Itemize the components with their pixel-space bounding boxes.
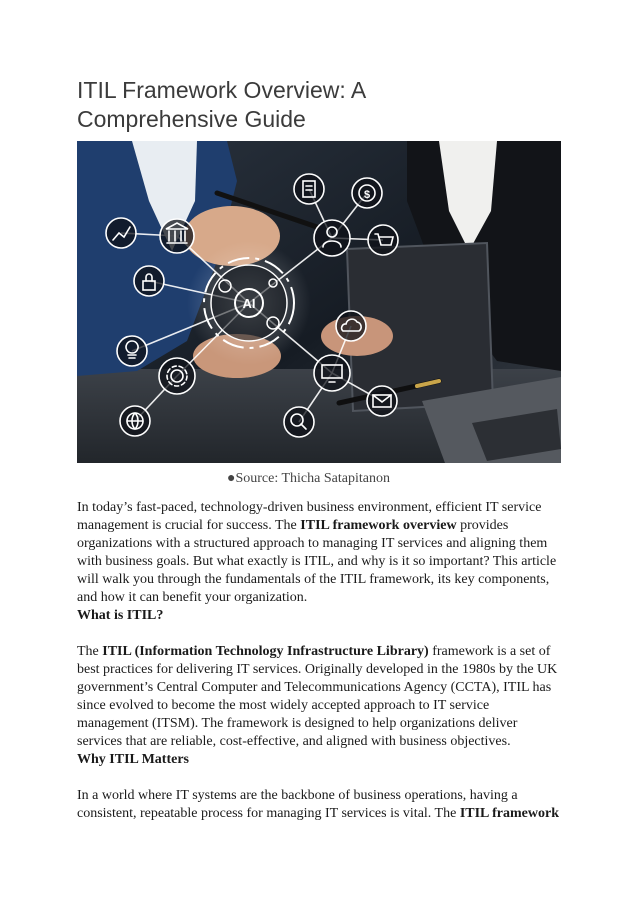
- ai-hub: [187, 241, 311, 365]
- user-icon: [314, 220, 350, 256]
- svg-text:$: $: [363, 189, 371, 201]
- s1-bold: ITIL (Information Technology Infrastructure Library): [102, 644, 429, 659]
- heading-why-itil-matters: Why ITIL Matters: [77, 752, 189, 767]
- why-itil-paragraph: [77, 787, 563, 823]
- s1-text-1: The: [77, 644, 103, 659]
- settings-gear-icon: [159, 358, 195, 394]
- hero-image: [77, 141, 561, 463]
- s1-text-2: framework is a set of best practices for delivering IT services. Originally developed in the 1980s by the UK government’s Central Computer and Telecommunications Agency (CCTA), ITIL has since evolved to become the most widely accepted approach to IT service management (ITSM). The framework is designed to help organizations deliver services that are reliable, cost-effective, and aligned with business objectives.: [77, 644, 558, 749]
- monitor-icon: [314, 355, 350, 391]
- what-is-itil-paragraph: [77, 643, 563, 751]
- intro-text-2: provides organizations with a structured approach to managing IT services and aligning them with business goals. But what exactly is ITIL, and why is it so important? This article will walk you through the fundamentals of the ITIL framework, its key components, and how it can benefit your organization.: [77, 518, 557, 605]
- chart-icon: [106, 218, 136, 248]
- article-body: [77, 499, 563, 823]
- image-caption: [227, 471, 390, 487]
- bank-icon: [160, 219, 194, 253]
- article-title: [77, 76, 577, 134]
- heading-what-is-itil: What is ITIL?: [77, 608, 164, 623]
- intro-text-1: In today’s fast-paced, technology-driven business environment, efficient IT service management is crucial for success. The: [77, 500, 542, 533]
- search-icon: [284, 407, 314, 437]
- s2-text-1: In a world where IT systems are the backbone of business operations, having a consistent, repeatable process for managing IT services is vital. The: [77, 788, 518, 821]
- title-line-1: ITIL Framework Overview: A: [77, 77, 367, 103]
- ai-label: AI: [242, 296, 256, 311]
- title-line-2: Comprehensive Guide: [77, 106, 306, 132]
- s2-bold: ITIL framework: [459, 806, 559, 821]
- intro-paragraph: [77, 499, 563, 607]
- intro-bold: ITIL framework overview: [300, 518, 457, 533]
- caption-text: Source: Thicha Satapitanon: [235, 471, 390, 486]
- cart-icon: [368, 225, 398, 255]
- document-icon: [294, 174, 324, 204]
- bullet-icon: ●: [227, 471, 236, 486]
